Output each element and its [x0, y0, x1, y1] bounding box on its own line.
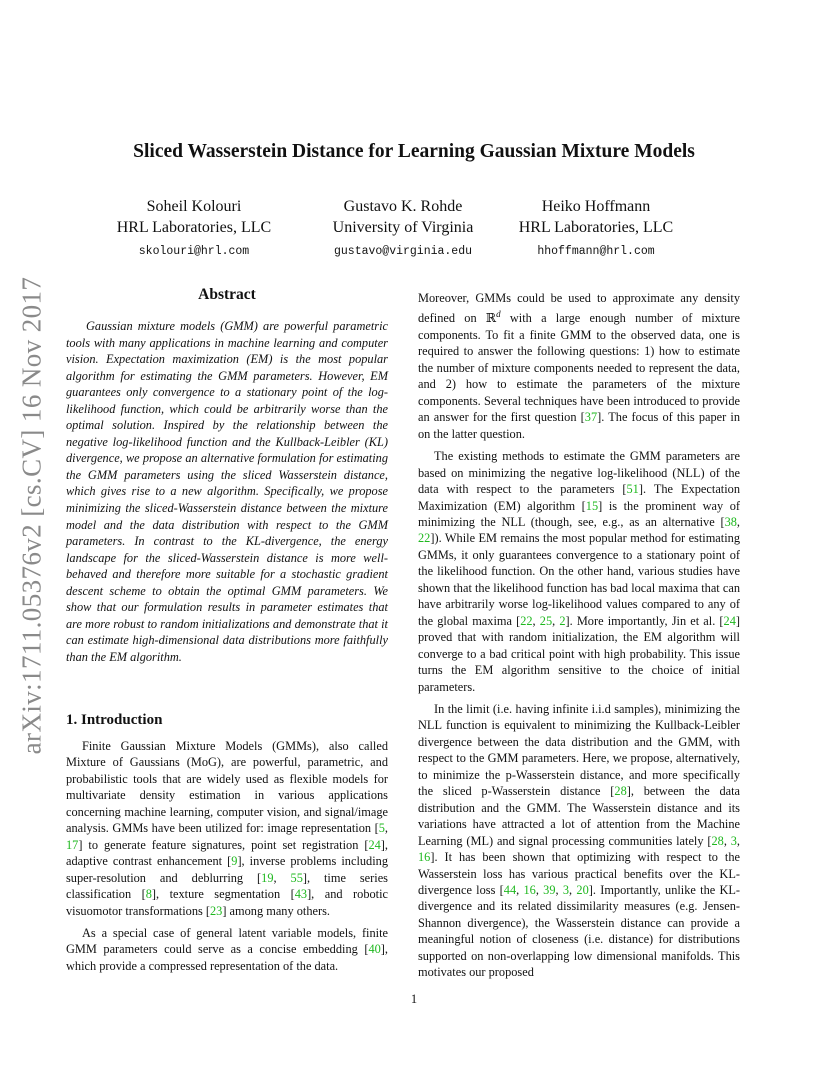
author-name: Soheil Kolouri [146, 198, 242, 215]
citation-link[interactable]: 43 [294, 887, 308, 902]
paragraph [66, 925, 388, 974]
author-block [486, 196, 706, 262]
text-run: ], between the data distribution and the GMM. The Wasserstein distance and its variations have attracted a lot of attention from the Machine Learning (ML) and signal processing communities lately [ [418, 784, 741, 848]
text-run: Moreover, GMMs could be used to approximate any density defined on ℝ [418, 291, 740, 326]
citation-link[interactable]: 38 [724, 515, 737, 529]
text-run: ] among many others. [222, 903, 330, 918]
text-run: , [723, 833, 731, 848]
paragraph [66, 738, 388, 919]
text-run: with a large enough number of mixture components. To fit a finite GMM to the observed data, one is required to answer the following questions: 1) how to estimate the number of mixture components needed to represent the data, and 2) how to estimate the parameters of the mixture components. Several techniques have been introduced to provide an answer for the first question [ [418, 311, 740, 425]
citation-link[interactable]: 39 [543, 882, 556, 897]
text-run: ], which provide a compressed representation of the data. [66, 942, 388, 973]
citation-link[interactable]: 28 [614, 784, 627, 799]
page-number: 1 [410, 992, 418, 1006]
left-column [66, 286, 388, 973]
text-run: ] is the prominent way of minimizing the NLL (though, see, e.g., as an alternative [ [418, 498, 740, 529]
text-run: , [532, 613, 540, 628]
text-run: ]. More importantly, Jin et al. [ [565, 613, 724, 628]
arxiv-id-text: arXiv:1711.05376v2 [cs.CV] 16 Nov 2017 [16, 276, 47, 754]
arxiv-identifier-stamp [12, 270, 52, 760]
paper-title: Sliced Wasserstein Distance for Learning Gaussian Mixture Models [133, 141, 695, 162]
text-run: ]. It has been shown that optimizing with respect to the Wasserstein loss has various practical benefits over the KL-divergence loss [ [418, 850, 740, 897]
citation-link[interactable]: 37 [584, 410, 598, 425]
citation-link[interactable]: 20 [576, 882, 589, 897]
citation-link[interactable]: 28 [711, 833, 724, 848]
text-run: , [273, 870, 291, 885]
text-run: , [555, 882, 563, 897]
author-block [293, 196, 513, 262]
text-run: The existing methods to estimate the GMM parameters are based on minimizing the negative log-likelihood (NLL) of the data with respect to the parameters [ [418, 449, 740, 497]
introduction-body [66, 738, 388, 974]
text-run: Finite Gaussian Mixture Models (GMMs), also called Mixture of Gaussians (MoG), are powerful, parametric, and probabilistic tools that are widely used as flexible models for multivariate density estimation in various applications concerning machine learning, computer vision, and signal/image analysis. GMMs have been utilized for: image representation [ [66, 739, 388, 836]
text-run: , [736, 833, 741, 848]
citation-link[interactable]: 15 [585, 498, 599, 513]
text-run: ] proved that with random initialization, the EM algorithm will converge to a bad critical point with high probability. This issue turns the EM algorithm sensitive to the choice of initial parameters. [418, 613, 740, 694]
text-run: ]. The Expectation Maximization (EM) algorithm [ [418, 482, 740, 513]
citation-link[interactable]: 5 [378, 821, 385, 836]
text-run: , [736, 515, 740, 529]
author-affiliation: HRL Laboratories, LLC [116, 219, 272, 236]
right-column [418, 290, 740, 981]
author-email: hhoffmann@hrl.com [537, 245, 655, 258]
superscript: d [496, 309, 501, 320]
author-email: skolouri@hrl.com [138, 245, 250, 258]
citation-link[interactable]: 16 [418, 850, 431, 865]
paragraph [418, 701, 740, 981]
citation-link[interactable]: 19 [261, 870, 274, 885]
text-run: ]. Importantly, unlike the KL-divergence and its related dissimilarity measures (e.g. Jensen-Shannon divergence), the Wasserstein distance can provide a meaningful notion of closeness (i.e. distance) for distributions supported on non-overlapping low dimensional manifolds. This motivates our proposed [418, 882, 741, 980]
text-run: In the limit (i.e. having infinite i.i.d samples), minimizing the NLL function is equivalent to minimizing the Kullback-Leibler divergence between the data distribution and the GMM, with respect to the GMM parameters. Here, we propose, alternatively, to minimize the p-Wasserstein distance, and more specifically the sliced p-Wasserstein distance [ [418, 701, 740, 799]
text-run: , [569, 882, 577, 897]
text-run: , [384, 821, 388, 836]
citation-link[interactable]: 25 [539, 613, 553, 628]
citation-link[interactable]: 24 [723, 613, 736, 628]
citation-link[interactable]: 3 [562, 882, 570, 897]
text-run: , [552, 613, 560, 628]
author-affiliation: HRL Laboratories, LLC [518, 219, 674, 236]
author-name: Heiko Hoffmann [541, 198, 651, 215]
text-run: As a special case of general latent variable models, finite GMM parameters could serve as a concise embedding [ [66, 925, 388, 957]
paragraph [418, 448, 740, 695]
introduction-heading: 1. Introduction [66, 712, 163, 728]
text-run: ]. The focus of this paper in on the latter question. [418, 410, 740, 441]
author-affiliation: University of Virginia [332, 219, 474, 236]
author-block [84, 196, 304, 262]
text-run: ], texture segmentation [ [151, 887, 295, 902]
citation-link[interactable]: 23 [210, 903, 223, 918]
citation-link[interactable]: 22 [418, 531, 431, 546]
citation-link[interactable]: 8 [145, 887, 152, 902]
citation-link[interactable]: 3 [730, 833, 737, 848]
citation-link[interactable]: 9 [231, 854, 238, 869]
text-run: ]). While EM remains the most popular method for estimating GMMs, it only guarantees convergence to a stationary point of the likelihood function. On the other hand, various studies have shown that the likelihood function has bad local maxima that can have arbitrarily worse log-likelihood values compared to any of the global maxima [ [418, 531, 740, 628]
text-run: ] to generate feature signatures, point set registration [ [78, 837, 369, 852]
citation-link[interactable]: 22 [520, 613, 533, 628]
text-run: ], and robotic visuomotor transformations [ [66, 887, 388, 918]
abstract-heading: Abstract [198, 286, 256, 303]
paragraph [418, 290, 740, 442]
text-run: , [535, 882, 544, 897]
citation-link[interactable]: 51 [626, 482, 639, 497]
citation-link[interactable]: 40 [368, 942, 381, 957]
citation-link[interactable]: 17 [66, 837, 79, 852]
citation-link[interactable]: 16 [523, 882, 536, 897]
citation-link[interactable]: 2 [559, 613, 566, 628]
text-run: ], time series classification [ [66, 870, 388, 902]
text-run: ], adaptive contrast enhancement [ [66, 837, 388, 869]
citation-link[interactable]: 44 [503, 882, 517, 897]
abstract-body: Gaussian mixture models (GMM) are powerful parametric tools with many applications in machine learning and computer vision. Expectation maximization (EM) is the most popular algorithm for estimating the GMM parameters. However, EM guarantees only convergence to a stationary point of the log-likelihood function, which could be arbitrarily worse than the optimal solution. Inspired by the relationship between the negative log-likelihood function and the Kullback-Leibler (KL) divergence, we propose an alternative formulation for estimating the GMM parameters using the sliced Wasserstein distance, which gives rise to a new algorithm. Specifically, we propose minimizing the sliced-Wasserstein distance between the mixture model and the data distribution with respect to the GMM parameters. In contrast to the KL-divergence, the energy landscape for the sliced-Wasserstein distance is more well-behaved and therefore more suitable for a stochastic gradient descent scheme to obtain the optimal GMM parameters. We show that our formulation results in parameter estimates that are more robust to random initializations and demonstrate that it can estimate high-dimensional data distributions more faithfully than the EM algorithm. [66, 319, 388, 664]
citation-link[interactable]: 24 [368, 837, 381, 852]
citation-link[interactable]: 55 [290, 870, 303, 885]
text-run: , [516, 882, 524, 897]
author-email: gustavo@virginia.edu [333, 245, 473, 258]
author-name: Gustavo K. Rohde [343, 198, 463, 215]
text-run: ], inverse problems including super-resolution and deblurring [ [66, 854, 388, 885]
